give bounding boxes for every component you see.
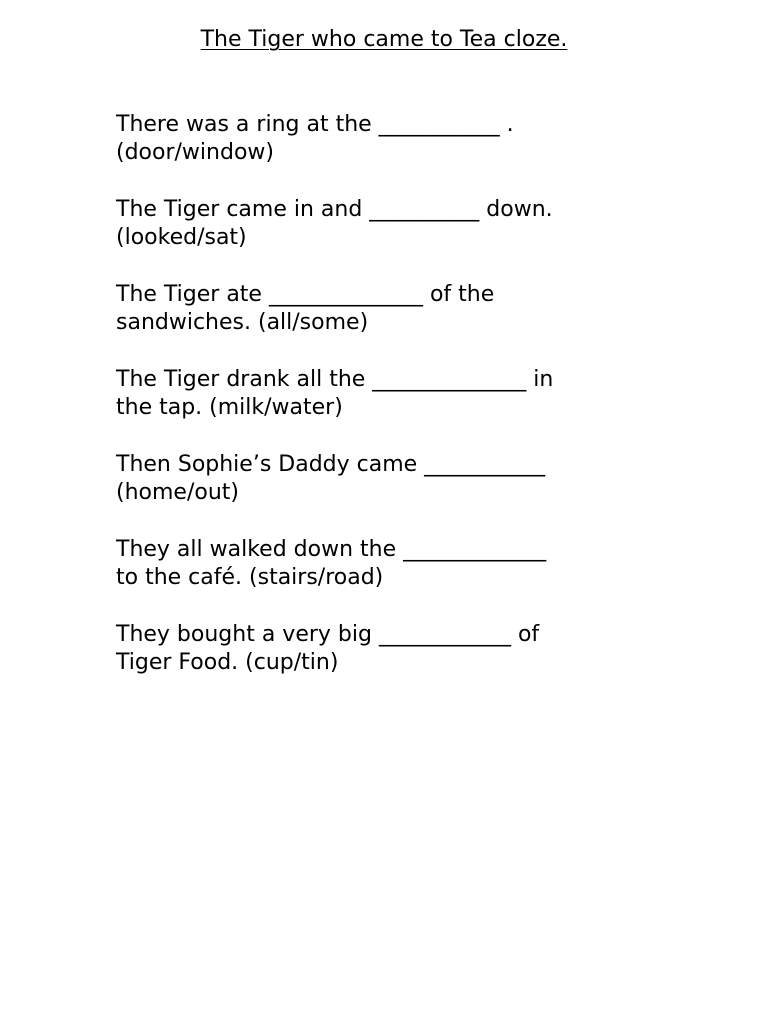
question-sentence: The Tiger drank all the ______________ in xyxy=(116,367,554,392)
cloze-question-list xyxy=(116,111,676,706)
question-options: (looked/sat) xyxy=(116,225,247,250)
question-options: (door/window) xyxy=(116,140,274,165)
cloze-question-2 xyxy=(116,196,676,252)
cloze-question-1 xyxy=(116,111,676,167)
page-title: The Tiger who came to Tea cloze. xyxy=(200,27,568,52)
question-sentence: The Tiger came in and __________ down. xyxy=(116,197,553,222)
question-options: to the café. (stairs/road) xyxy=(116,565,384,590)
cloze-question-3 xyxy=(116,281,676,337)
cloze-question-5 xyxy=(116,451,676,507)
question-options: sandwiches. (all/some) xyxy=(116,310,369,335)
question-options: the tap. (milk/water) xyxy=(116,395,343,420)
question-options: Tiger Food. (cup/tin) xyxy=(116,650,339,675)
question-options: (home/out) xyxy=(116,480,239,505)
question-sentence: They bought a very big ____________ of xyxy=(116,622,540,647)
question-sentence: Then Sophie’s Daddy came ___________ xyxy=(116,452,546,477)
question-sentence: There was a ring at the ___________ . xyxy=(116,112,514,137)
cloze-question-6 xyxy=(116,536,676,592)
cloze-question-7 xyxy=(116,621,676,677)
cloze-question-4 xyxy=(116,366,676,422)
question-sentence: The Tiger ate ______________ of the xyxy=(116,282,495,307)
question-sentence: They all walked down the _____________ xyxy=(116,537,547,562)
